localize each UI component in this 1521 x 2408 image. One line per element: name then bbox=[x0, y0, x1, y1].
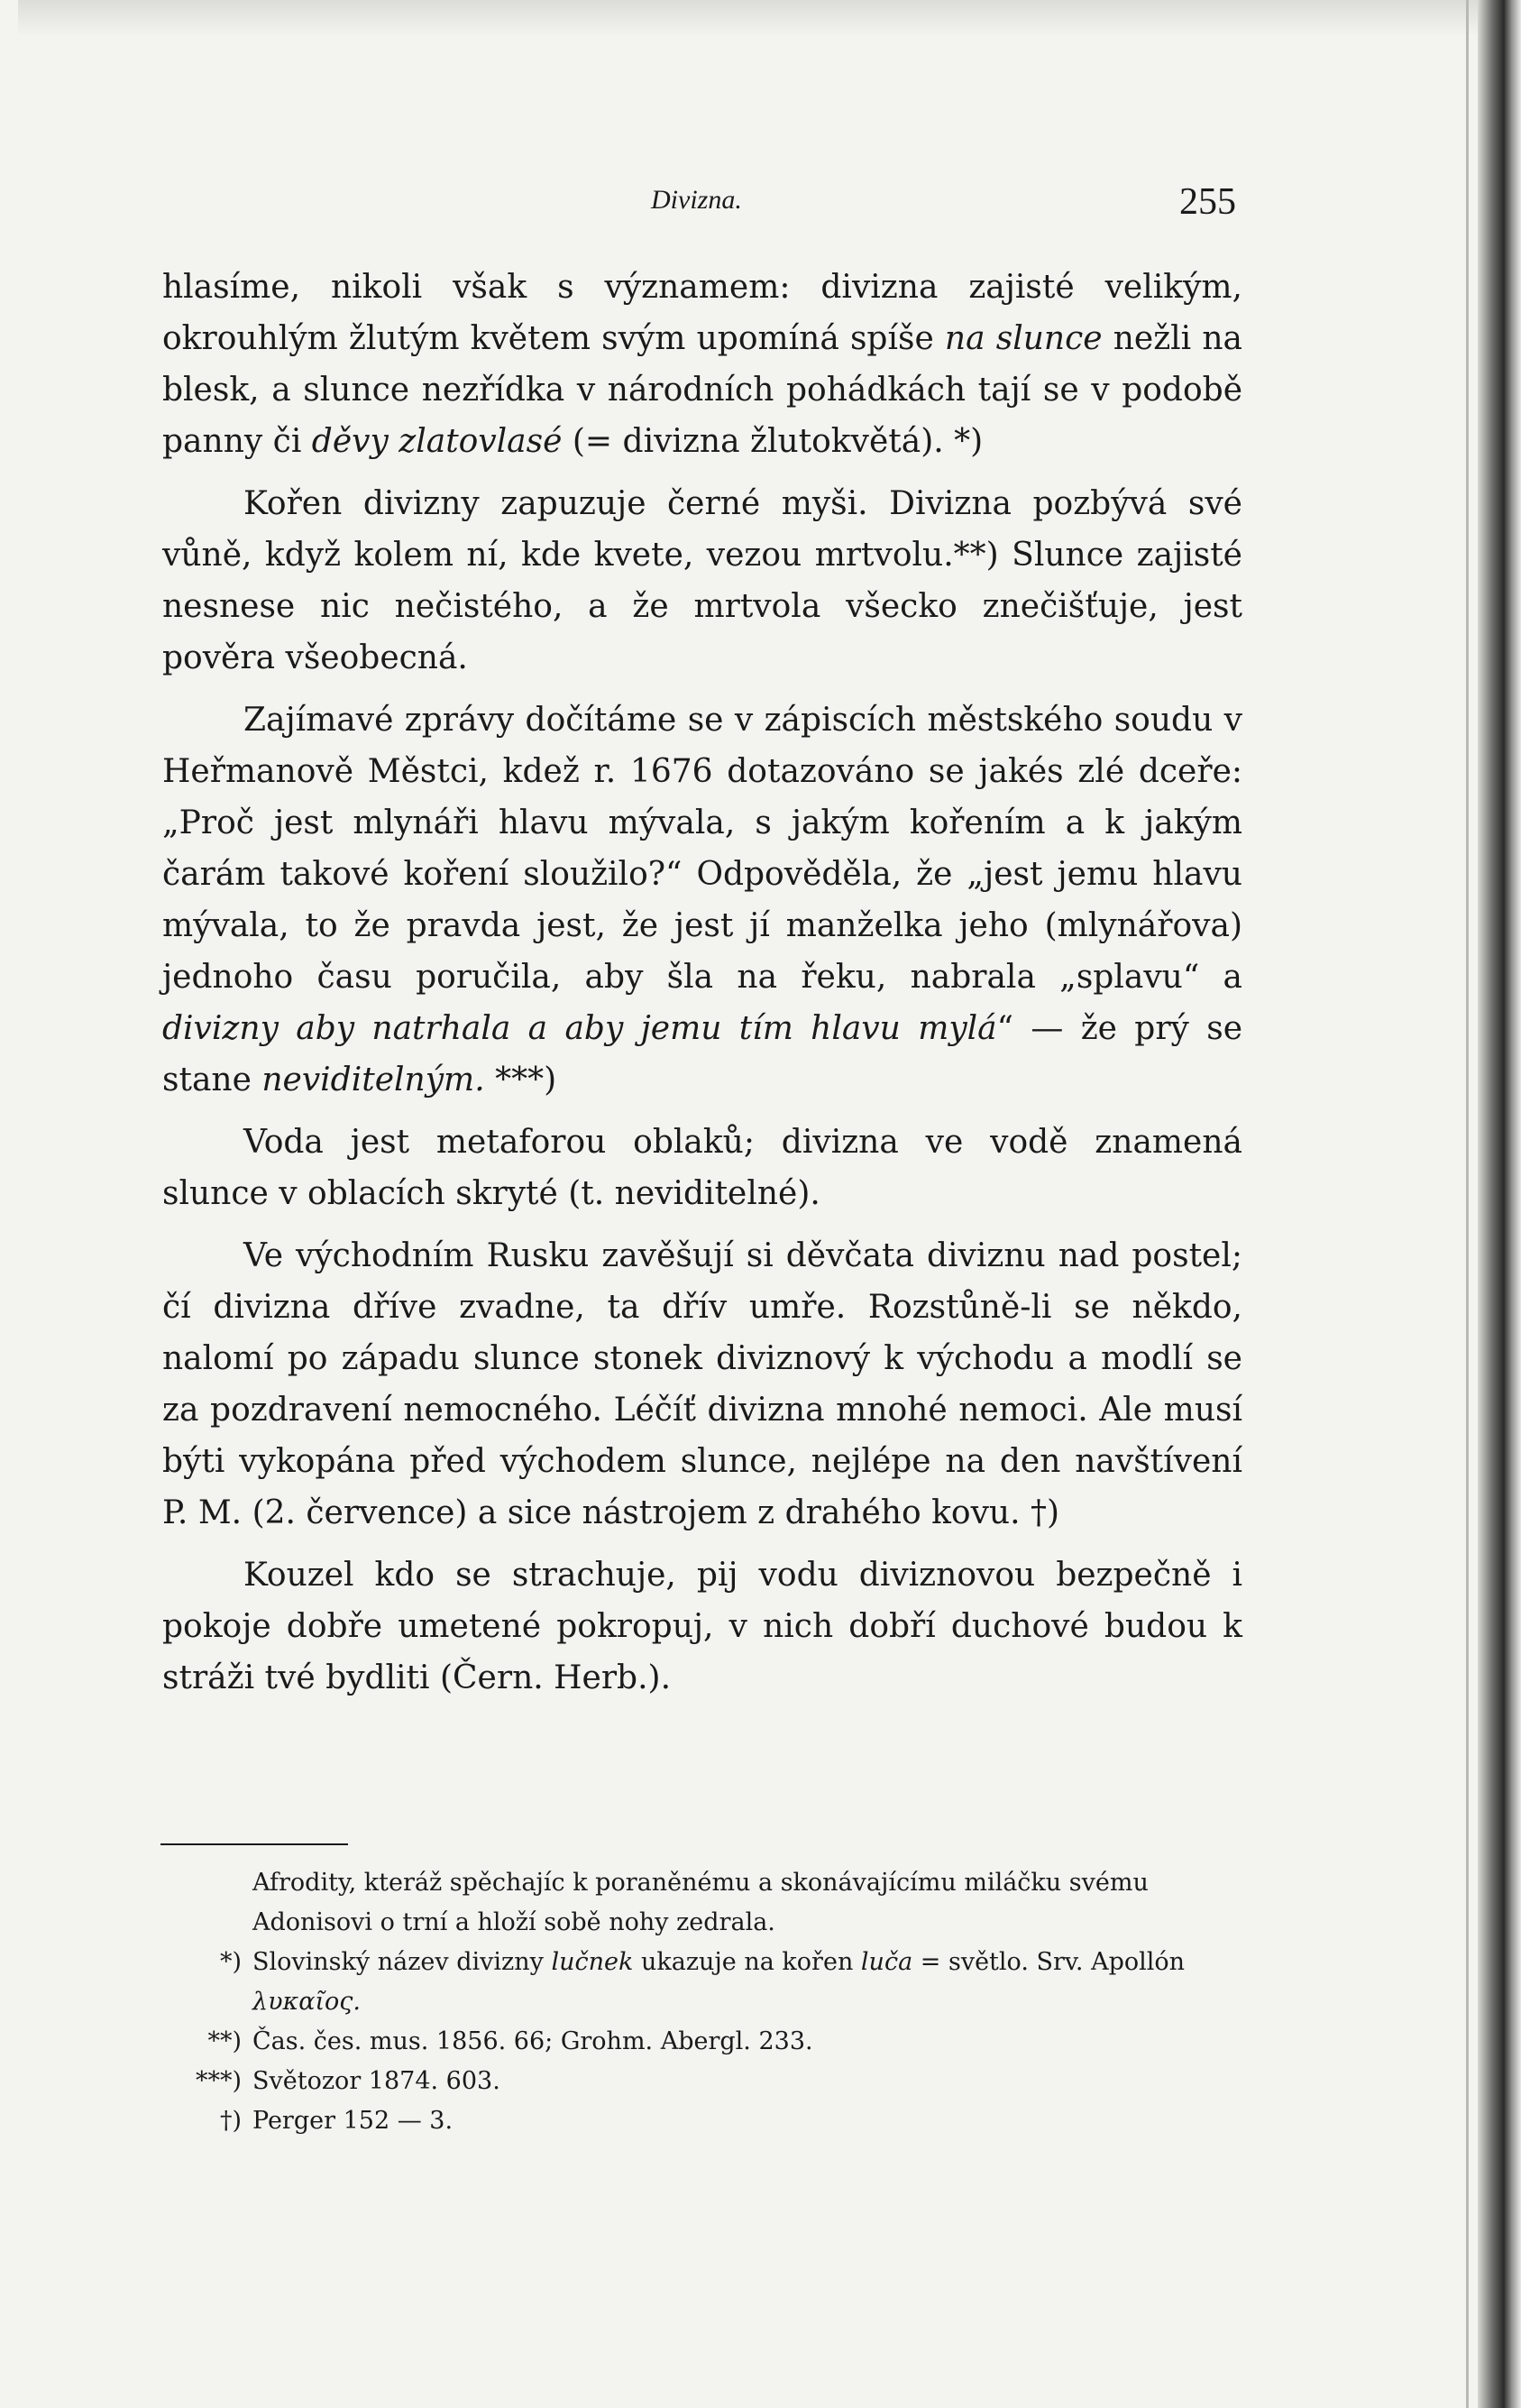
footnote-mark: *) bbox=[219, 1948, 242, 1976]
paragraph: Kouzel kdo se strachuje, pij vodu diviznovou bezpečně i pokoje dobře umetené pokropuj, v nich dobří duchové budou k stráži tvé bydliti (Čern. Herb.). bbox=[162, 1557, 1242, 1696]
footnotes bbox=[171, 1863, 1244, 2141]
footnote: †) Perger 152 — 3. bbox=[171, 2101, 1244, 2141]
footnote: **) Čas. čes. mus. 1856. 66; Grohm. Abergl. 233. bbox=[171, 2022, 1244, 2062]
paragraph: Kořen divizny zapuzuje černé myši. Divizna pozbývá své vůně, když kolem ní, kde kvete, vezou mrtvolu.**) Slunce zajisté nesnese nic nečistého, a že mrtvola všecko znečišťuje, jest pověra všeobecná. bbox=[162, 485, 1242, 676]
paragraph: Voda jest metaforou oblaků; divizna ve vodě znamená slunce v oblacích skryté (t. neviditelné). bbox=[162, 1124, 1242, 1212]
book-spine bbox=[1478, 0, 1521, 2408]
footnote-mark: **) bbox=[207, 2027, 242, 2055]
footnote-mark: †) bbox=[219, 2107, 242, 2135]
paragraph: Ve východním Rusku zavěšují si děvčata diviznu nad postel; čí divizna dříve zvadne, ta dřív umře. Rozstůně-li se někdo, nalomí po západu slunce stonek diviznový k východu a modlí se za pozdravení nemocného. Léčíť divizna mnohé nemoci. Ale musí býti vykopána před východem slunce, nejlépe na den navštívení P. M. (2. července) a sice nástrojem z drahého kovu. †) bbox=[162, 1237, 1242, 1531]
page-top-shadow bbox=[18, 0, 1479, 36]
footnote-mark: ***) bbox=[195, 2067, 242, 2095]
running-title: Divizna. bbox=[651, 185, 742, 215]
paragraph: hlasíme, nikoli však s významem: divizna zajisté velikým, okrouhlým žlutým květem svým upomíná spíše na slunce nežli na blesk, a slunce nezřídka v národních pohádkách tají se v podobě panny či děvy zlatovlasé (= divizna žlutokvětá). *) bbox=[162, 269, 1242, 460]
footnote: ***) Světozor 1874. 603. bbox=[171, 2062, 1244, 2101]
page-number: 255 bbox=[1179, 181, 1236, 223]
footnote: *) Slovinský název divizny lučnek ukazuje na kořen luča = světlo. Srv. Apollón λυκαῖος. bbox=[171, 1943, 1244, 2022]
body-text bbox=[162, 262, 1242, 1714]
footnote-continuation: Afrodity, kteráž spěchajíc k poraněnému a skonávajícímu miláčku svému Adonisovi o trní a hloží sobě nohy zedrala. bbox=[252, 1869, 1149, 1936]
paragraph: Zajímavé zprávy dočítáme se v zápiscích městského soudu v Heřmanově Městci, kdež r. 1676 dotazováno se jakés zlé dceře: „Proč jest mlynáři hlavu mývala, s jakým kořením a k jakým čarám takové koření sloužilo?“ Odpověděla, že „jest jemu hlavu mývala, to že pravda jest, že jest jí manželka jeho (mlynářova) jednoho času poručila, aby šla na řeku, nabrala „splavu“ a divizny aby natrhala a aby jemu tím hlavu mylá“ — že prý se stane neviditelným. ***) bbox=[162, 702, 1243, 1098]
page-edge-line bbox=[1466, 0, 1469, 2408]
footnote-rule bbox=[160, 1843, 348, 1845]
